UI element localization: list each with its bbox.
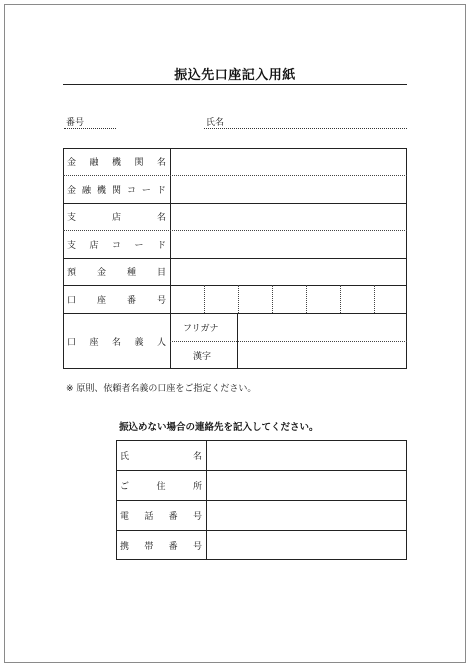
number-field[interactable]: [64, 128, 116, 129]
kanji-label: 漢字: [193, 351, 212, 362]
account-number-label: 口 座 番 号: [67, 295, 166, 306]
contact-heading: 振込めない場合の連絡先を記入してください。: [119, 422, 319, 433]
branch-name-label: 支 店 名: [67, 213, 166, 223]
form-title: 振込先口座記入用紙: [174, 68, 296, 83]
holder-kanji-input[interactable]: [238, 342, 406, 368]
name-label: 氏名: [206, 118, 225, 128]
branch-name-input[interactable]: [171, 204, 406, 230]
bank-name-input[interactable]: [171, 149, 406, 175]
contact-mobile-input[interactable]: [207, 531, 406, 559]
name-field[interactable]: [204, 128, 407, 129]
branch-code-input[interactable]: [171, 231, 406, 257]
contact-phone-label: 電 話 番 号: [120, 511, 202, 522]
bank-name-label: 金 融 機 関 名: [67, 158, 166, 168]
account-type-input[interactable]: [171, 259, 406, 285]
number-label: 番号: [66, 118, 85, 128]
account-type-label: 預 金 種 目: [67, 268, 166, 278]
contact-address-label: ご 住 所: [120, 481, 202, 492]
account-number-input[interactable]: [171, 286, 406, 312]
bank-code-label: 金 融 機 関 コ ー ド: [67, 185, 166, 196]
branch-code-label: 支 店 コ ー ド: [67, 240, 166, 251]
contact-address-input[interactable]: [207, 471, 406, 500]
contact-name-label: 氏 名: [120, 451, 202, 462]
contact-mobile-label: 携 帯 番 号: [120, 541, 202, 552]
title-underline: [63, 84, 407, 85]
bank-code-input[interactable]: [171, 176, 406, 202]
holder-furigana-input[interactable]: [238, 314, 406, 340]
contact-phone-input[interactable]: [207, 501, 406, 530]
furigana-label: フリガナ: [183, 323, 219, 334]
note-text: ※ 原則、依頼者名義の口座をご指定ください。: [66, 384, 257, 394]
contact-name-input[interactable]: [207, 441, 406, 470]
account-holder-label: 口 座 名 義 人: [67, 337, 166, 348]
